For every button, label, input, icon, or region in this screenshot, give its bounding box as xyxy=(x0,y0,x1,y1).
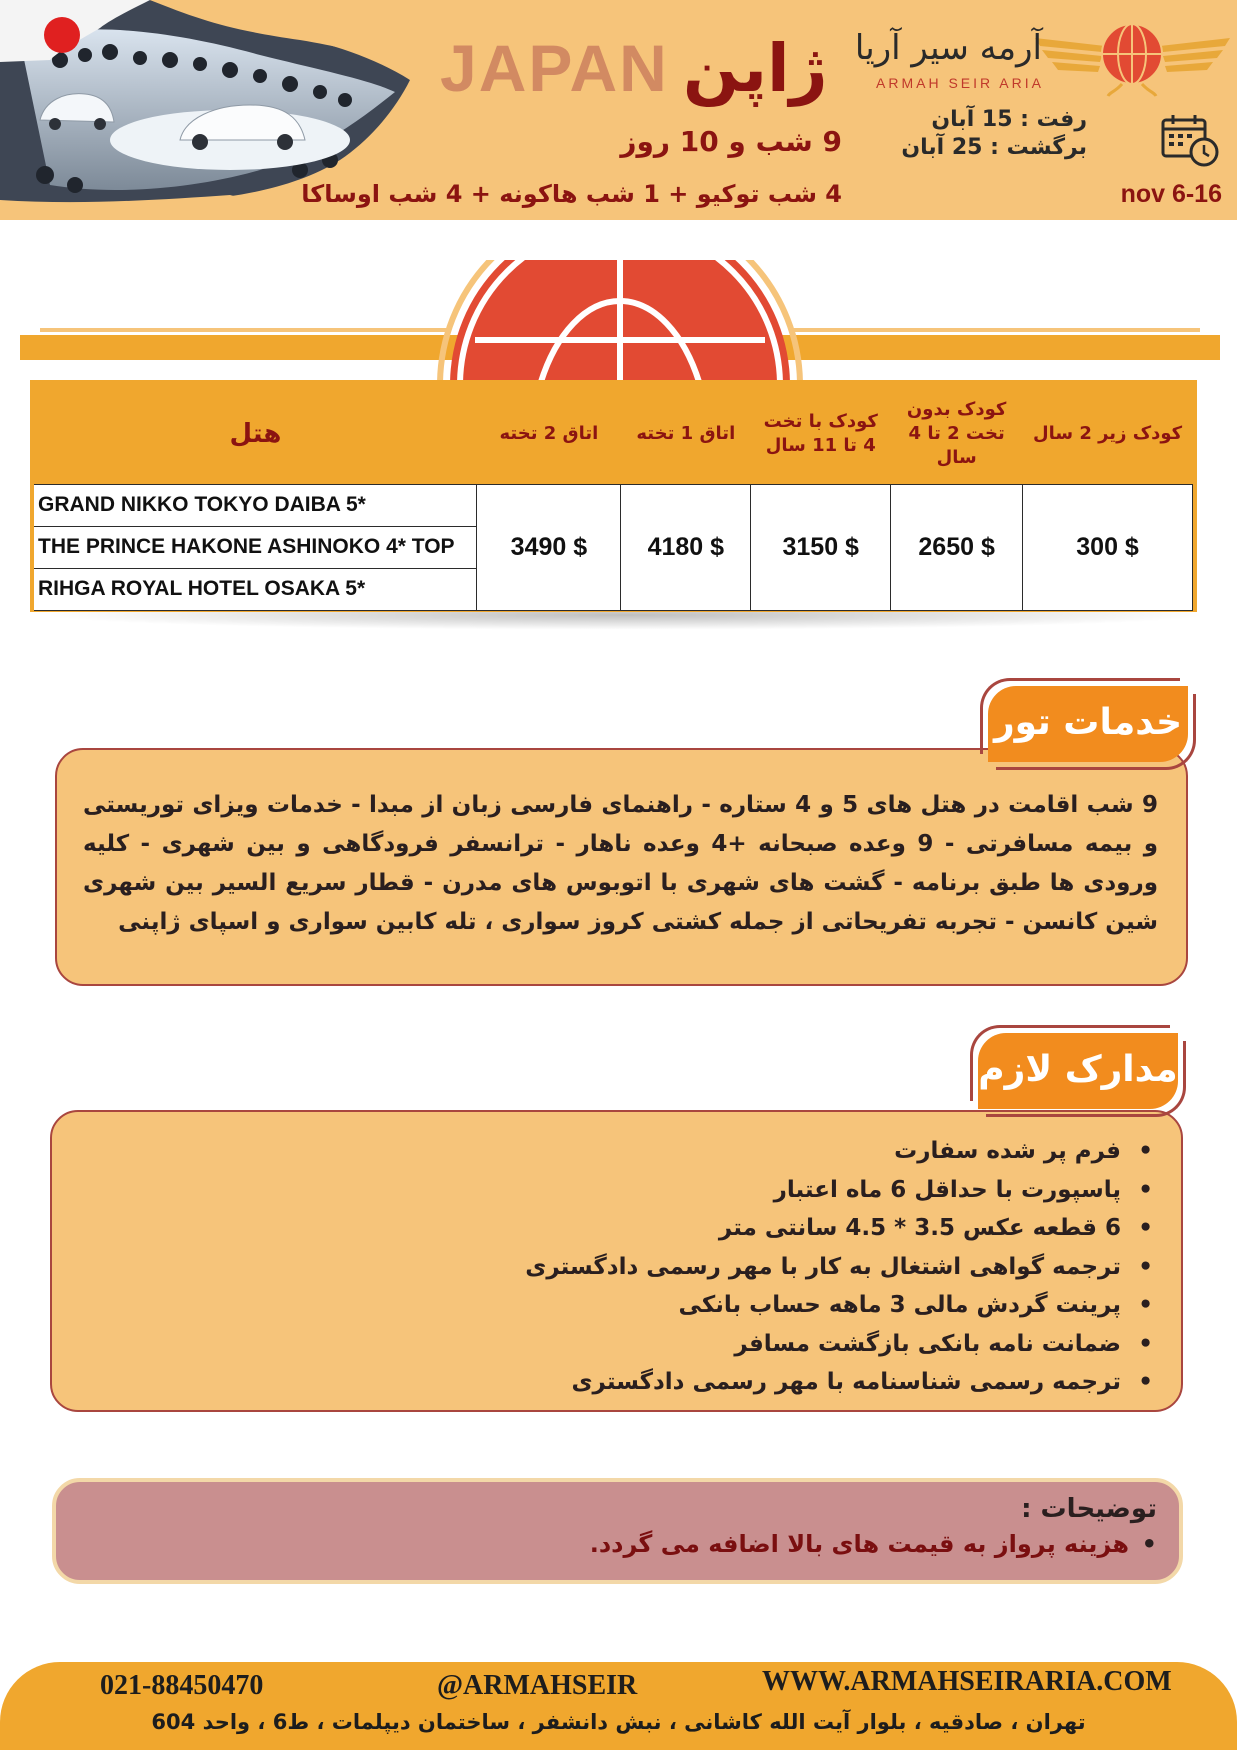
title-english: JAPAN xyxy=(440,31,669,105)
services-heading: خدمات تور xyxy=(988,686,1188,762)
list-item: • فرم پر شده سفارت xyxy=(52,1132,1153,1171)
documents-list xyxy=(52,1132,1153,1402)
price-double: 3490 $ xyxy=(477,484,621,610)
footer-instagram[interactable]: @ARMAHSEIR xyxy=(437,1670,638,1701)
header-infant: کودک زیر 2 سال xyxy=(1023,384,1193,484)
tour-title xyxy=(440,30,850,110)
header-hotel: هتل xyxy=(34,384,477,484)
footer xyxy=(0,1662,1237,1750)
table-globe-decoration xyxy=(20,260,1220,385)
list-item: • پاسپورت با حداقل 6 ماه اعتبار xyxy=(52,1171,1153,1210)
header-single-room: اتاق 1 تخته xyxy=(621,384,751,484)
list-item: • پرینت گردش مالی 3 ماهه حساب بانکی xyxy=(52,1286,1153,1325)
notes-box xyxy=(52,1478,1183,1584)
list-item: • ترجمه گواهی اشتغال به کار با مهر رسمی دادگستری xyxy=(52,1248,1153,1287)
services-text: 9 شب اقامت در هتل های 5 و 4 ستاره - راهنمای فارسی زبان از مبدا - خدمات ویزای توریستی و بیمه مسافرتی - 9 وعده صبحانه +4 وعده ناهار - ترانسفر فرودگاهی و بین شهری - کلیه ورودی ها طبق برنامه - گشت های شهری با اتوبوس های مدرن - قطار سریع السیر بین شهری شین کانسن - تجربه تفریحاتی از جمله کشتی کروز سواری ، تله کابین سواری و اسپای ژاپنی xyxy=(83,792,1159,935)
travel-dates xyxy=(901,106,1087,162)
table-row xyxy=(34,484,1193,526)
notes-item: • هزینه پرواز به قیمت های بالا اضافه می گردد. xyxy=(56,1530,1157,1558)
notes-title: توضیحات : xyxy=(1021,1494,1157,1524)
documents-heading: مدارک لازم xyxy=(978,1033,1178,1109)
hotel-name-tokyo: GRAND NIKKO TOKYO DAIBA 5* xyxy=(34,484,477,526)
price-table xyxy=(30,380,1197,612)
footer-phone[interactable]: 021-88450470 xyxy=(100,1670,264,1701)
winged-globe-logo-icon xyxy=(1030,18,1235,98)
services-box xyxy=(55,748,1188,986)
header-child-no-bed: کودک بدون تخت 2 تا 4 سال xyxy=(891,384,1023,484)
documents-box xyxy=(50,1110,1183,1412)
calendar-clock-icon xyxy=(1160,112,1220,168)
price-grid xyxy=(34,384,1193,611)
list-item: • 6 قطعه عکس 3.5 * 4.5 سانتی متر xyxy=(52,1209,1153,1248)
brand-name-english: ARMAH SEIR ARIA xyxy=(876,75,1044,91)
tour-itinerary: 4 شب توکیو + 1 شب هاکونه + 4 شب اوساکا xyxy=(301,180,842,208)
table-header-row xyxy=(34,384,1193,484)
footer-address: تهران ، صادقیه ، بلوار آیت الله کاشانی ، نبش دانشفر ، ساختمان دیپلمات ، ط6 ، واحد 604 xyxy=(151,1710,1086,1734)
list-item: • ضمانت نامه بانکی بازگشت مسافر xyxy=(52,1325,1153,1364)
hotel-name-hakone: THE PRINCE HAKONE ASHINOKO 4* TOP xyxy=(34,526,477,568)
brand-name-persian: آرمه سیر آریا xyxy=(854,28,1042,68)
hotel-name-osaka: RIHGA ROYAL HOTEL OSAKA 5* xyxy=(34,568,477,610)
departure-date: رفت : 15 آبان xyxy=(931,107,1087,132)
date-range: nov 6-16 xyxy=(1120,180,1222,208)
price-child-with-bed: 3150 $ xyxy=(751,484,891,610)
price-single: 4180 $ xyxy=(621,484,751,610)
header-double-room: اتاق 2 تخته xyxy=(477,384,621,484)
title-persian: ژاپن xyxy=(682,30,828,107)
price-infant: 300 $ xyxy=(1023,484,1193,610)
tour-duration: 9 شب و 10 روز xyxy=(620,125,842,158)
price-child-no-bed: 2650 $ xyxy=(891,484,1023,610)
return-date: برگشت : 25 آبان xyxy=(901,135,1087,160)
header-child-with-bed: کودک با تخت 4 تا 11 سال xyxy=(751,384,891,484)
list-item: • ترجمه رسمی شناسنامه با مهر رسمی دادگستری xyxy=(52,1363,1153,1402)
header-banner xyxy=(0,0,1237,220)
footer-website[interactable]: WWW.ARMAHSEIRARIA.COM xyxy=(762,1666,1172,1697)
